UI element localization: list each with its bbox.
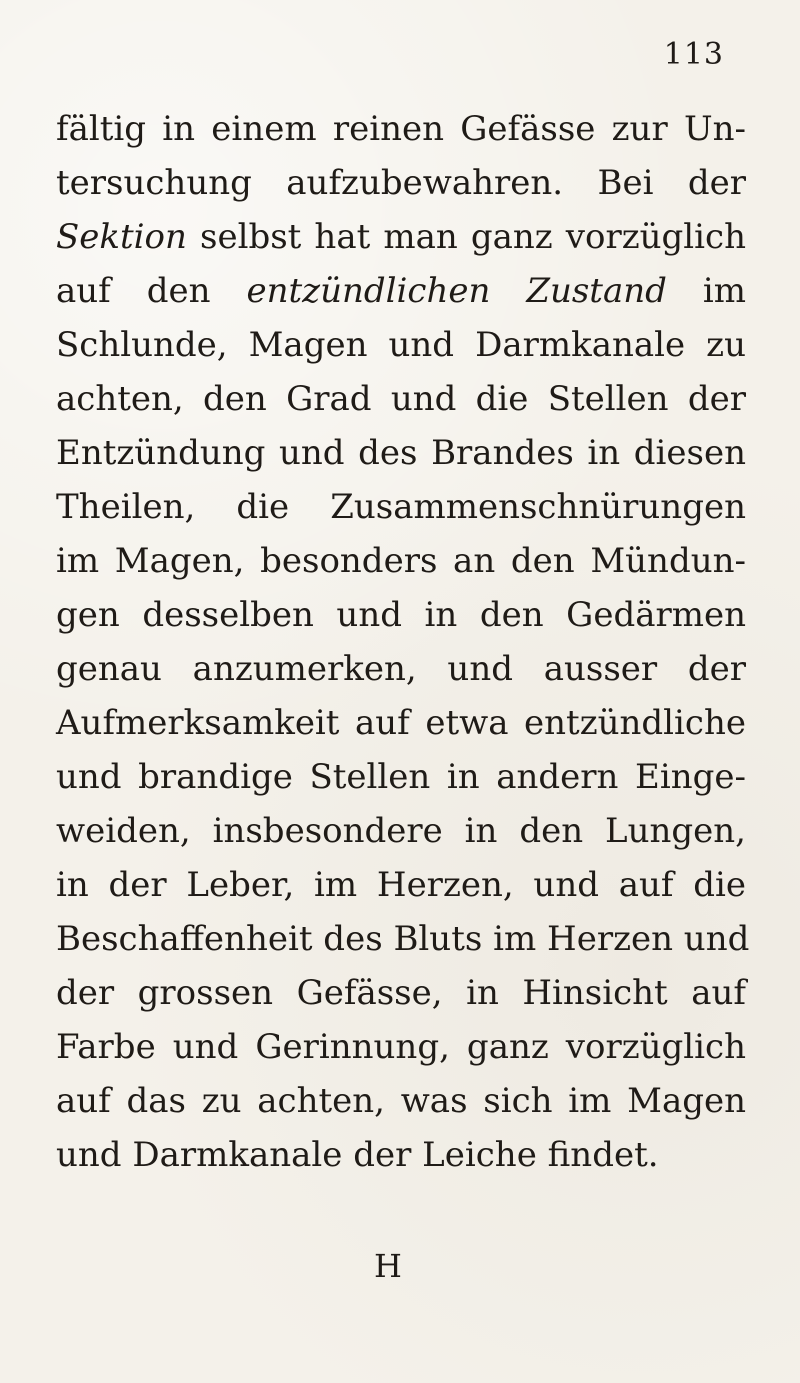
text-line: genau anzumerken, und ausser der bbox=[56, 649, 746, 689]
page-body-text bbox=[56, 102, 750, 1182]
text-line: Farbe und Gerinnung, ganz vorzüglich bbox=[56, 1027, 746, 1067]
text-line: Schlunde, Magen und Darmkanale zu bbox=[56, 325, 746, 365]
text-line: Beschaffenheit des Bluts im Herzen und bbox=[56, 919, 750, 959]
text-line: auf das zu achten, was sich im Magen bbox=[56, 1081, 746, 1121]
italic-term: entzündlichen Zustand bbox=[246, 271, 667, 311]
signature-mark: H bbox=[374, 1247, 402, 1285]
text-line: Sektion selbst hat man ganz vorzüglich bbox=[56, 217, 746, 257]
text-line: tersuchung aufzubewahren. Bei der bbox=[56, 163, 746, 203]
text-line: im Magen, besonders an den Mündun- bbox=[56, 541, 746, 581]
text-line: Aufmerksamkeit auf etwa entzündliche bbox=[56, 703, 746, 743]
text-line: gen desselben und in den Gedärmen bbox=[56, 595, 746, 635]
text-line: und brandige Stellen in andern Einge- bbox=[56, 757, 746, 797]
text-line: auf den entzündlichen Zustand im bbox=[56, 271, 746, 311]
text-line: der grossen Gefässe, in Hinsicht auf bbox=[56, 973, 746, 1013]
italic-term: Sektion bbox=[56, 217, 187, 257]
text-line: und Darmkanale der Leiche findet. bbox=[56, 1135, 659, 1175]
text-line: Entzündung und des Brandes in diesen bbox=[56, 433, 746, 473]
text-line: achten, den Grad und die Stellen der bbox=[56, 379, 746, 419]
text-line: Theilen, die Zusammenschnürungen bbox=[56, 487, 746, 527]
text-line: weiden, insbesondere in den Lungen, bbox=[56, 811, 746, 851]
text-line: fältig in einem reinen Gefässe zur Un- bbox=[56, 109, 746, 149]
page-number: 113 bbox=[663, 37, 724, 72]
text-line: in der Leber, im Herzen, und auf die bbox=[56, 865, 746, 905]
